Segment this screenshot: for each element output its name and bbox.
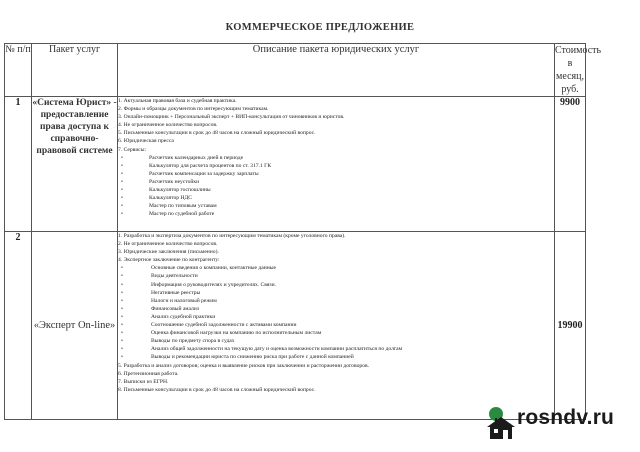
- package-description: [118, 97, 555, 232]
- package-price: 9900: [555, 97, 586, 232]
- desc-line: 7. Выписки из ЕГРН.: [118, 378, 169, 385]
- bullet-icon: •: [121, 289, 123, 296]
- header-package: Пакет услуг: [32, 44, 118, 97]
- bullet-item: • Финансовый анализ: [121, 305, 199, 312]
- bullet-icon: •: [121, 273, 123, 280]
- bullet-icon: •: [121, 211, 123, 218]
- bullet-item: • Налоги и налоговый режим: [121, 297, 217, 304]
- desc-line: 1. Разработка и экспертиза документов по интересующим тематикам (кроме уголовного права).: [118, 233, 346, 239]
- desc-line: 6. Претензионная работа.: [118, 370, 179, 377]
- bullet-item: • Основные сведения о компании, контактные данные: [121, 265, 276, 272]
- table-row: [5, 232, 586, 420]
- bullet-item: • Анализ судебной практики: [121, 313, 216, 320]
- bullet-item: • Расчетчик компенсации за задержку зарплаты: [121, 170, 259, 177]
- desc-line: 2. Формы и образцы документов по интересующим тематикам.: [118, 106, 269, 113]
- package-name: «Система Юрист» - предоставление права доступа к справочно-правовой системе: [32, 97, 118, 232]
- bullet-icon: •: [121, 154, 123, 161]
- bullet-icon: •: [121, 265, 123, 272]
- bullet-item: • Расчетчик календарных дней в периоде: [121, 154, 244, 161]
- bullet-icon: •: [121, 203, 123, 210]
- row-num: 2: [5, 232, 32, 420]
- bullet-icon: •: [121, 187, 123, 194]
- bullet-item: • Мастер по типовым уставам: [121, 203, 217, 210]
- bullet-item: • Калькулятор для расчета процентов по ст. 317.1 ГК: [121, 162, 272, 169]
- bullet-icon: •: [121, 322, 123, 329]
- page-title: КОММЕРЧЕСКОЕ ПРЕДЛОЖЕНИЕ: [225, 22, 415, 33]
- bullet-icon: •: [121, 330, 123, 337]
- bullet-icon: •: [121, 178, 123, 185]
- bullet-item: • Соотношение судебной задолженности с активами компании: [121, 322, 297, 329]
- bullet-item: • Выводы по предмету спора в судах: [121, 338, 235, 345]
- bullet-item: • Калькулятор госпошлины: [121, 187, 211, 194]
- bullet-item: • Виды деятельности: [121, 273, 198, 280]
- desc-line: 6. Юридическая пресса: [118, 138, 174, 145]
- bullet-icon: •: [121, 281, 123, 288]
- watermark-text: rosndv.ru: [517, 406, 615, 429]
- row-num: 1: [5, 97, 32, 232]
- desc-line: 5. Письменные консультации в срок до 48 часов на сложный юридический вопрос.: [118, 130, 316, 137]
- header-price: Стоимость в месяц, руб.: [555, 45, 602, 95]
- desc-line: 3. Онлайн-помощник + Персональный эксперт + ВИП-консультация от чиновников и юристов.: [118, 114, 345, 121]
- bullet-item: • Выводы и рекомендации юриста по снижению риска при работе с данной компанией: [121, 354, 354, 361]
- package-name: «Эксперт On-line»: [32, 232, 118, 420]
- bullet-item: • Калькулятор НДС: [121, 195, 193, 202]
- bullet-item: • Анализ общей задолженности на текущую дату и оценка возможности компании расплатиться по долгам: [121, 346, 403, 353]
- bullet-icon: •: [121, 338, 123, 345]
- bullet-icon: •: [121, 354, 123, 361]
- bullet-icon: •: [121, 170, 123, 177]
- package-description: [118, 232, 555, 420]
- desc-line: 8. Письменные консультации в срок до 48 часов на сложный юридический вопрос.: [118, 386, 316, 393]
- desc-line: 5. Разработка и анализ договоров; оценка и выявление рисков при заключении и расторжении договоров.: [118, 362, 370, 369]
- table-header-row: [5, 44, 586, 97]
- bullet-icon: •: [121, 346, 123, 353]
- bullet-item: • Расчетчик неустойки: [121, 178, 200, 185]
- table-row: [5, 97, 586, 232]
- bullet-icon: •: [121, 195, 123, 202]
- package-price: 19900: [555, 232, 586, 420]
- bullet-icon: •: [121, 313, 123, 320]
- bullet-icon: •: [121, 162, 123, 169]
- bullet-item: • Негативные реестры: [121, 289, 201, 296]
- desc-line: 1. Актуальная правовая база и судебная практика.: [118, 98, 237, 104]
- bullet-icon: •: [121, 297, 123, 304]
- header-description: Описание пакета юридических услуг: [118, 44, 555, 97]
- desc-line: 4. Экспертное заключение по контрагенту:: [118, 257, 220, 264]
- house-with-tree-icon: [485, 405, 517, 441]
- bullet-item: • Мастер по судебной работе: [121, 211, 215, 218]
- header-num: № п/п: [5, 44, 32, 97]
- bullet-item: • Информация о руководителях и учредителях. Связи.: [121, 281, 277, 288]
- desc-line: 2. Не ограниченное количество вопросов.: [118, 241, 218, 248]
- desc-line: 7. Сервисы:: [118, 146, 147, 153]
- desc-line: 4. Не ограниченное количество вопросов.: [118, 122, 218, 129]
- bullet-icon: •: [121, 305, 123, 312]
- desc-line: 3. Юридические заключения (письменно).: [118, 249, 219, 256]
- bullet-item: • Оценка финансовой нагрузки на компанию по исполнительным листам: [121, 330, 322, 337]
